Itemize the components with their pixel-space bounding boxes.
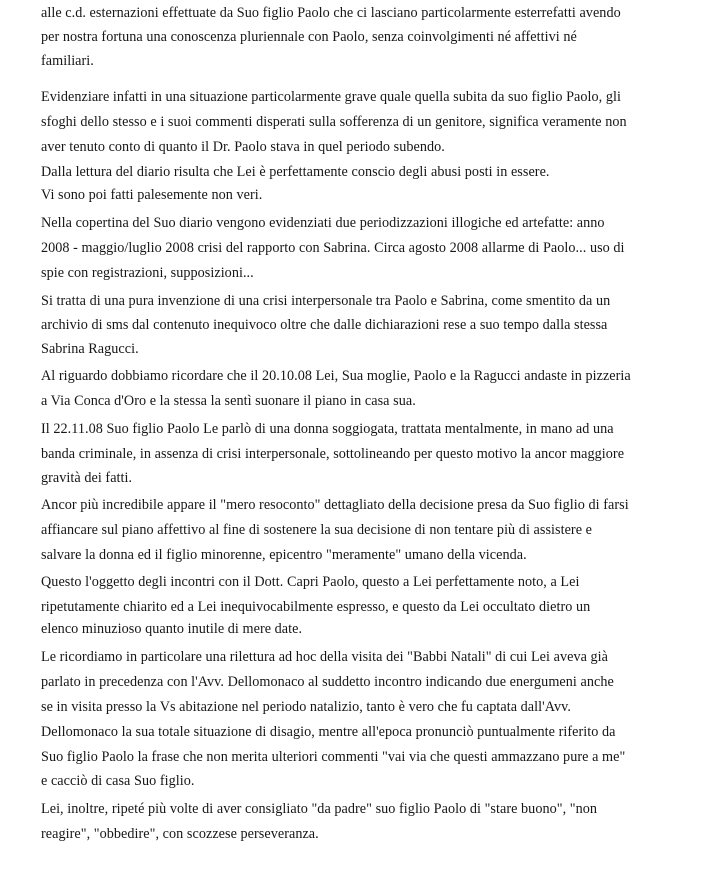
text-line: Suo figlio Paolo la frase che non merita ulteriori commenti "vai via che questi ammazzano pure a me"	[41, 749, 626, 765]
text-line: elenco minuzioso quanto inutile di mere date.	[41, 621, 303, 637]
text-line: Vi sono poi fatti palesemente non veri.	[41, 187, 263, 203]
text-line: Si tratta di una pura invenzione di una crisi interpersonale tra Paolo e Sabrina, come smentito da un	[41, 293, 611, 309]
text-line: Al riguardo dobbiamo ricordare che il 20.10.08 Lei, Sua moglie, Paolo e la Ragucci andaste in pizzeria	[41, 368, 631, 384]
text-line: banda criminale, in assenza di crisi interpersonale, sottolineando per questo motivo la ancor maggiore	[41, 446, 625, 462]
text-line: spie con registrazioni, supposizioni...	[41, 265, 254, 281]
text-line: Il 22.11.08 Suo figlio Paolo Le parlò di una donna soggiogata, trattata mentalmente, in mano ad una	[41, 421, 614, 437]
text-line: e cacciò di casa Suo figlio.	[41, 773, 195, 789]
text-line: Dalla lettura del diario risulta che Lei è perfettamente conscio degli abusi posti in essere.	[41, 164, 550, 180]
text-line: Lei, inoltre, ripeté più volte di aver consigliato "da padre" suo figlio Paolo di "stare buono", "non	[41, 801, 598, 817]
text-line: Ancor più incredibile appare il "mero resoconto" dettagliato della decisione presa da Suo figlio di farsi	[41, 497, 629, 513]
text-line: Evidenziare infatti in una situazione particolarmente grave quale quella subita da suo figlio Paolo, gli	[41, 89, 622, 105]
text-line: Sabrina Ragucci.	[41, 341, 139, 357]
text-line: per nostra fortuna una conoscenza pluriennale con Paolo, senza coinvolgimenti né affettivi né	[41, 29, 577, 45]
text-line: 2008 - maggio/luglio 2008 crisi del rapporto con Sabrina. Circa agosto 2008 allarme di Paolo... uso di	[41, 240, 625, 256]
text-line: alle c.d. esternazioni effettuate da Suo figlio Paolo che ci lasciano particolarmente esterrefatti avendo	[41, 5, 621, 21]
text-line: affiancare sul piano affettivo al fine di sostenere la sua decisione di non tentare più di assistere e	[41, 522, 592, 538]
text-line: Nella copertina del Suo diario vengono evidenziati due periodizzazioni illogiche ed artefatte: anno	[41, 215, 605, 231]
text-line: Le ricordiamo in particolare una rilettura ad hoc della visita dei "Babbi Natali" di cui Lei aveva già	[41, 649, 609, 665]
text-line: a Via Conca d'Oro e la stessa la sentì suonare il piano in casa sua.	[41, 393, 416, 409]
text-line: Dellomonaco la sua totale situazione di disagio, mentre all'epoca pronunciò puntualmente riferito da	[41, 724, 616, 740]
text-line: sfoghi dello stesso e i suoi commenti disperati sulla sofferenza di un genitore, significa veramente non	[41, 114, 627, 130]
text-line: aver tenuto conto di quanto il Dr. Paolo stava in quel periodo subendo.	[41, 139, 445, 155]
text-line: familiari.	[41, 53, 94, 69]
text-line: parlato in precedenza con l'Avv. Dellomonaco al suddetto incontro indicando due energumeni anche	[41, 674, 614, 690]
text-line: salvare la donna ed il figlio minorenne, epicentro "meramente" umano della vicenda.	[41, 547, 527, 563]
text-line: ripetutamente chiarito ed a Lei inequivocabilmente espresso, e questo da Lei occultato dietro un	[41, 599, 591, 615]
text-line: reagire", "obbedire", con scozzese perseveranza.	[41, 826, 319, 842]
text-line: Questo l'oggetto degli incontri con il Dott. Capri Paolo, questo a Lei perfettamente noto, a Lei	[41, 574, 580, 590]
text-line: gravità dei fatti.	[41, 470, 133, 486]
text-line: se in visita presso la Vs abitazione nel periodo natalizio, tanto è vero che fu captata dall'Avv.	[41, 699, 571, 715]
text-line: archivio di sms dal contenuto inequivoco oltre che dalle dichiarazioni rese a suo tempo dalla stessa	[41, 317, 608, 333]
